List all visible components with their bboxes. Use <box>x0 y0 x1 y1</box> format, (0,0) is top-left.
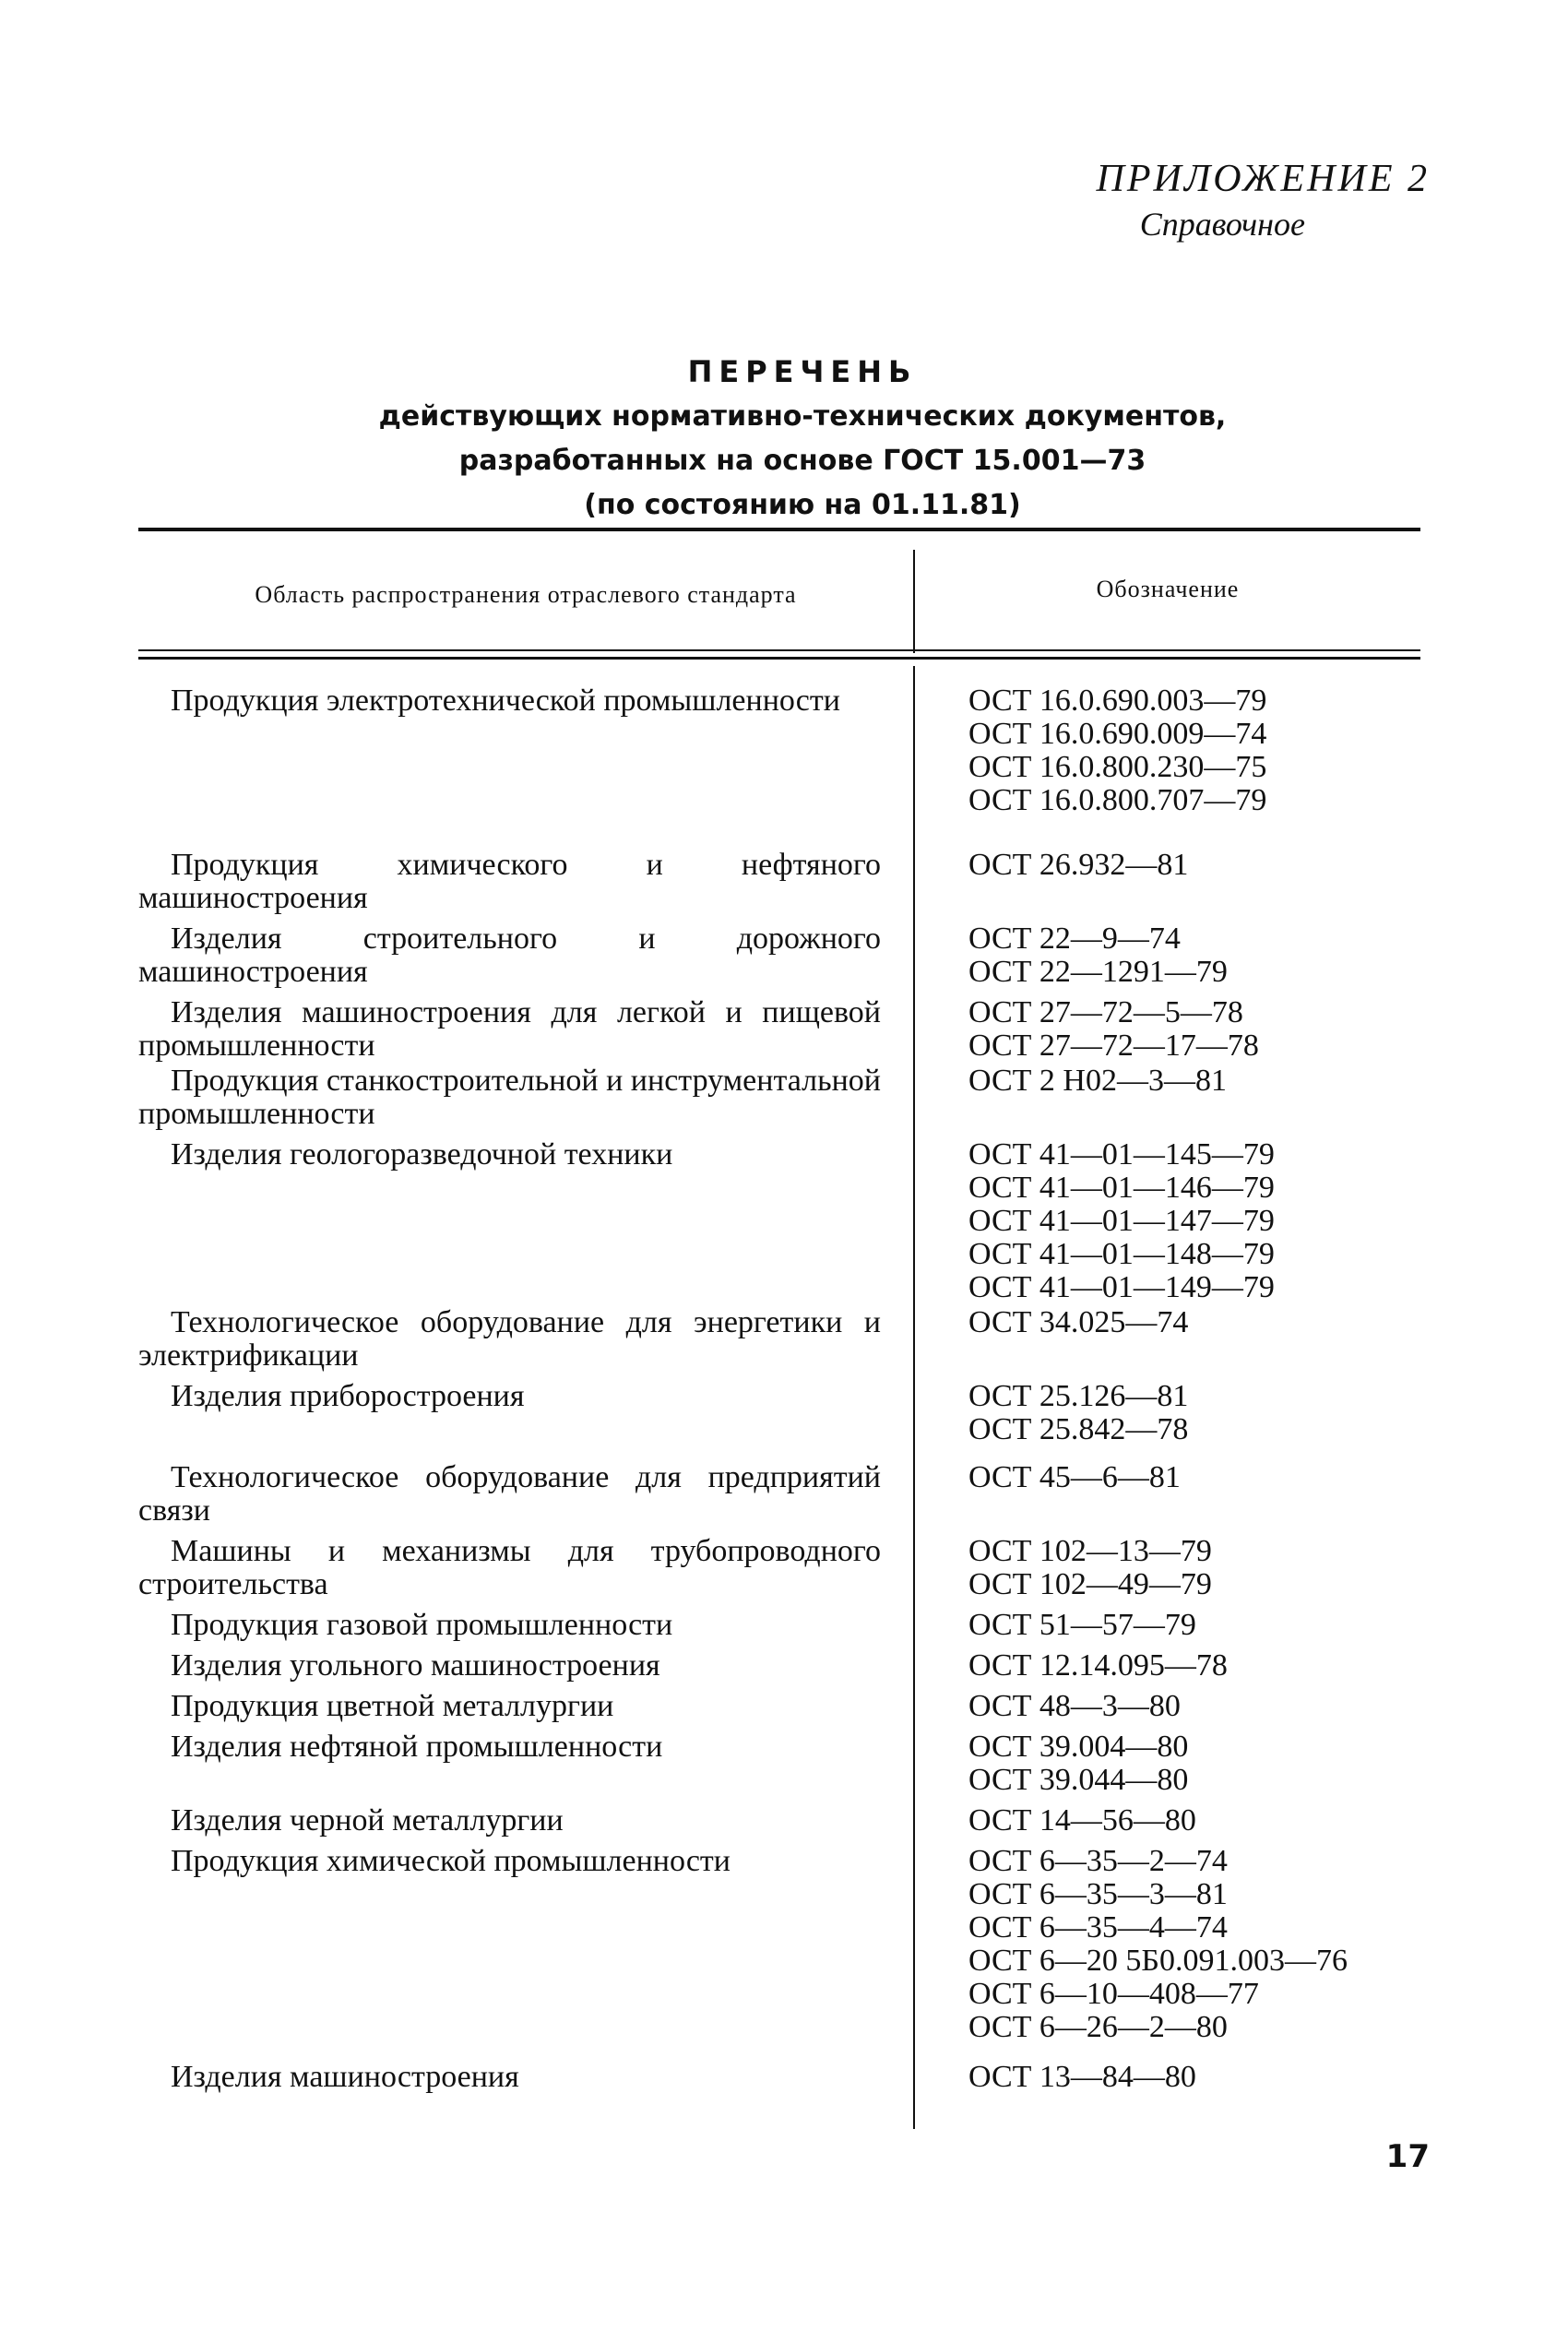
document-heading <box>0 349 1568 528</box>
row-codes <box>968 996 1420 1063</box>
row-codes <box>968 1380 1420 1446</box>
appendix-title: ПРИЛОЖЕНИЕ 2 <box>1096 158 1430 200</box>
row-area: Продукция электротехнической промышленности <box>171 684 840 718</box>
standard-code: ОСТ 25.842—78 <box>968 1412 1189 1446</box>
row-area: Изделия машиностроения для легкой и пищевой промышленности <box>138 995 881 1063</box>
appendix-subtitle: Справочное <box>1139 206 1305 243</box>
standard-code: ОСТ 48—3—80 <box>968 1689 1181 1723</box>
table-body <box>138 684 1420 2094</box>
column-header-code: Обозначение <box>1096 576 1240 602</box>
standard-code: ОСТ 6—26—2—80 <box>968 2010 1228 2044</box>
column-divider-header <box>913 550 915 653</box>
standard-code: ОСТ 25.126—81 <box>968 1379 1189 1413</box>
row-area: Изделия угольного машиностроения <box>171 1648 660 1683</box>
row-area: Изделия приборостроения <box>171 1379 525 1413</box>
standard-code: ОСТ 14—56—80 <box>968 1803 1196 1837</box>
table-row <box>138 1845 1420 2061</box>
standard-code: ОСТ 22—9—74 <box>968 922 1181 956</box>
table-row <box>138 1306 1420 1380</box>
row-codes <box>968 1804 1420 1837</box>
table-top-rule <box>138 528 1420 531</box>
row-area: Изделия геологоразведочной техники <box>171 1137 673 1171</box>
heading-title: ПЕРЕЧЕНЬ <box>687 354 918 389</box>
row-codes <box>968 1649 1420 1683</box>
standard-code: ОСТ 27—72—5—78 <box>968 995 1243 1029</box>
standard-code: ОСТ 6—35—2—74 <box>968 1844 1228 1878</box>
table-row <box>138 1064 1420 1138</box>
row-codes <box>968 1461 1420 1494</box>
row-codes <box>968 922 1420 989</box>
standard-code: ОСТ 6—35—4—74 <box>968 1910 1228 1944</box>
standard-code: ОСТ 102—13—79 <box>968 1534 1212 1568</box>
row-area: Продукция газовой промышленности <box>171 1608 673 1642</box>
standard-code: ОСТ 13—84—80 <box>968 2060 1196 2094</box>
row-area: Изделия машиностроения <box>171 2060 519 2094</box>
table-row <box>138 1461 1420 1535</box>
row-codes <box>968 1306 1420 1339</box>
row-codes <box>968 1730 1420 1797</box>
table-row <box>138 1649 1420 1690</box>
standard-code: ОСТ 22—1291—79 <box>968 955 1228 989</box>
row-codes <box>968 849 1420 882</box>
table-row <box>138 1609 1420 1649</box>
table-row <box>138 1380 1420 1461</box>
standard-code: ОСТ 102—49—79 <box>968 1567 1212 1601</box>
table-row <box>138 922 1420 996</box>
row-area: Изделия строительного и дорожного машиностроения <box>138 922 881 989</box>
standard-code: ОСТ 41—01—146—79 <box>968 1171 1275 1205</box>
page-number: 17 <box>1385 2138 1430 2175</box>
appendix-label <box>1097 155 1430 245</box>
heading-line-2: разработанных на основе ГОСТ 15.001—73 <box>458 445 1146 477</box>
row-area: Изделия нефтяной промышленности <box>171 1730 663 1764</box>
heading-line-1: действующих нормативно-технических документов, <box>378 400 1227 433</box>
standard-code: ОСТ 34.025—74 <box>968 1305 1189 1339</box>
standard-code: ОСТ 27—72—17—78 <box>968 1029 1259 1063</box>
standard-code: ОСТ 51—57—79 <box>968 1608 1196 1642</box>
row-codes <box>968 1535 1420 1601</box>
standard-code: ОСТ 26.932—81 <box>968 848 1189 882</box>
table-row <box>138 849 1420 922</box>
table-row <box>138 2061 1420 2094</box>
table-row <box>138 1535 1420 1609</box>
row-codes <box>968 1609 1420 1642</box>
standard-code: ОСТ 41—01—147—79 <box>968 1204 1275 1238</box>
row-codes <box>968 1845 1420 2044</box>
column-header-area: Область распространения отраслевого стандарта <box>255 581 797 608</box>
standard-code: ОСТ 41—01—149—79 <box>968 1270 1275 1304</box>
standard-code: ОСТ 45—6—81 <box>968 1460 1181 1494</box>
row-codes <box>968 2061 1420 2094</box>
row-area: Продукция станкостроительной и инструментальной промышленности <box>138 1064 881 1131</box>
table-row <box>138 1690 1420 1730</box>
row-area: Продукция цветной металлургии <box>171 1689 614 1723</box>
standard-code: ОСТ 39.004—80 <box>968 1730 1189 1764</box>
row-codes <box>968 1138 1420 1304</box>
table-row <box>138 1138 1420 1306</box>
row-codes <box>968 1064 1420 1098</box>
table-row <box>138 1730 1420 1804</box>
heading-line-3: (по состоянию на 01.11.81) <box>584 489 1021 521</box>
standard-code: ОСТ 16.0.690.003—79 <box>968 684 1267 718</box>
table-row <box>138 684 1420 849</box>
standard-code: ОСТ 41—01—145—79 <box>968 1137 1275 1171</box>
standard-code: ОСТ 12.14.095—78 <box>968 1648 1228 1683</box>
table-row <box>138 996 1420 1064</box>
row-area: Технологическое оборудование для энергетики и электрификации <box>138 1305 881 1373</box>
row-area: Продукция химического и нефтяного машиностроения <box>138 848 881 915</box>
table-row <box>138 1804 1420 1845</box>
row-area: Технологическое оборудование для предприятий связи <box>138 1460 881 1528</box>
standard-code: ОСТ 6—10—408—77 <box>968 1977 1259 2011</box>
standard-code: ОСТ 6—35—3—81 <box>968 1877 1228 1911</box>
row-codes <box>968 1690 1420 1723</box>
standard-code: ОСТ 6—20 5Б0.091.003—76 <box>968 1944 1348 1978</box>
header-rule-thick <box>138 657 1420 660</box>
standard-code: ОСТ 41—01—148—79 <box>968 1237 1275 1271</box>
row-codes <box>968 684 1420 817</box>
standard-code: ОСТ 16.0.800.707—79 <box>968 783 1267 817</box>
row-area: Продукция химической промышленности <box>171 1844 731 1878</box>
row-area: Изделия черной металлургии <box>171 1803 564 1837</box>
standards-table <box>138 528 1420 2142</box>
standard-code: ОСТ 16.0.690.009—74 <box>968 717 1267 751</box>
header-rule-thin <box>138 649 1420 651</box>
row-area: Машины и механизмы для трубопроводного строительства <box>138 1534 881 1601</box>
standard-code: ОСТ 2 Н02—3—81 <box>968 1064 1227 1098</box>
standard-code: ОСТ 39.044—80 <box>968 1763 1189 1797</box>
standard-code: ОСТ 16.0.800.230—75 <box>968 750 1267 784</box>
